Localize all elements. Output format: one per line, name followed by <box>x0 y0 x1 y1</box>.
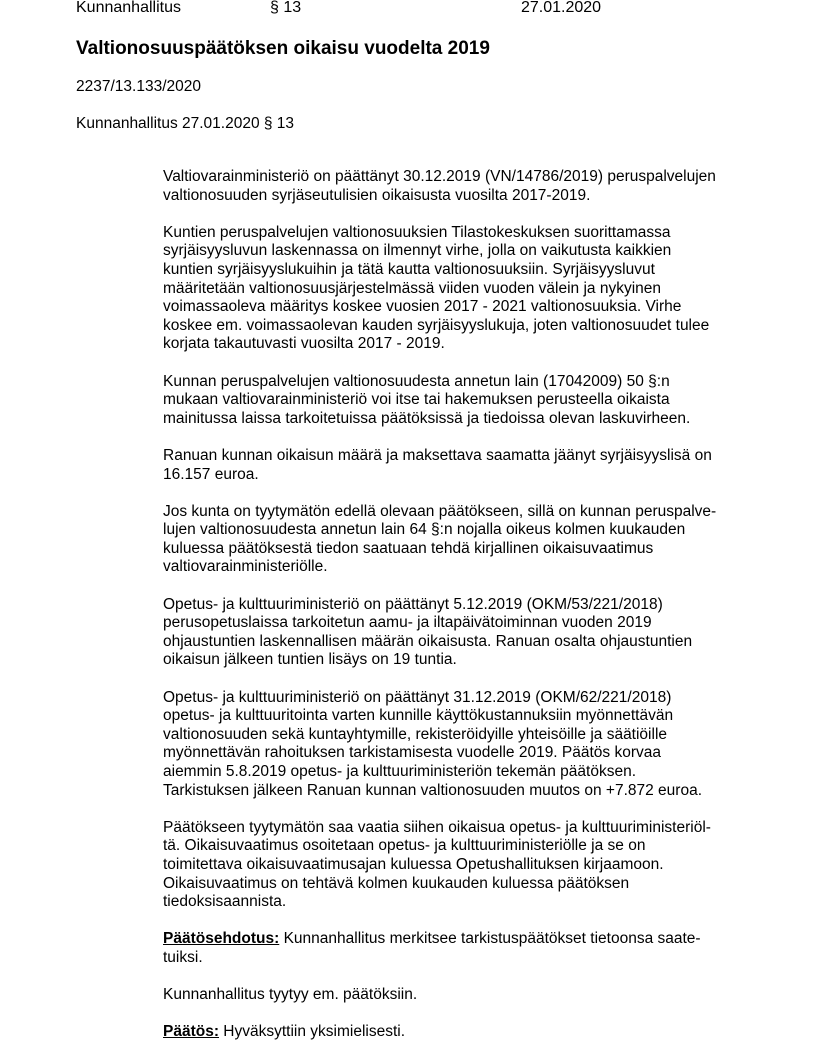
body-paragraph <box>163 373 753 429</box>
body-paragraph <box>163 168 753 205</box>
paragraph-line: Jos kunta on tyytymätön edellä olevaan päätökseen, sillä on kunnan peruspalve- <box>163 502 717 520</box>
paragraph-line: valtionosuuden sekä kuntayhtymille, rekisteröidyille yhteisöille ja säätiöille <box>163 725 668 743</box>
paragraph-line: toimitettava oikaisuvaatimusajan kuluessa Opetushallituksen kirjaamoon. <box>163 855 664 873</box>
proposal-text-line: Kunnanhallitus merkitsee tarkistuspäätökset tietoonsa saate- <box>279 930 701 948</box>
proposal-paragraph <box>163 930 753 967</box>
decision-text: Hyväksyttiin yksimielisesti. <box>219 1023 406 1041</box>
body-paragraph <box>163 689 753 801</box>
paragraph-line: aiemmin 5.8.2019 opetus- ja kulttuuriministeriön tekemän päätöksen. <box>163 763 637 780</box>
paragraph-line: valtionosuuden syrjäseutulisien oikaisusta vuosilta 2017-2019. <box>163 186 591 204</box>
reference-number: 2237/13.133/2020 <box>76 78 201 95</box>
paragraph-line: Opetus- ja kulttuuriministeriö on päättänyt 5.12.2019 (OKM/53/221/2018) <box>163 595 663 613</box>
body-paragraph <box>163 447 753 484</box>
paragraph-line: 16.157 euroa. <box>163 465 259 483</box>
body-paragraph <box>163 503 753 577</box>
decision-label: Päätös: <box>163 1023 219 1041</box>
paragraph-line: perusopetuslaissa tarkoitetun aamu- ja iltapäivätoiminnan vuoden 2019 <box>163 614 652 632</box>
paragraph-line: opetus- ja kulttuuritointa varten kunnille käyttökustannuksiin myönnettävän <box>163 707 674 725</box>
paragraph-line: voimassaoleva määritys koskee vuosien 2017 - 2021 valtionosuuksia. Virhe <box>163 298 682 316</box>
paragraph-line: Kuntien peruspalvelujen valtionosuuksien Tilastokeskuksen suorittamassa <box>163 223 671 241</box>
header-date: 27.01.2020 <box>521 0 602 16</box>
paragraph-line: mukaan valtiovarainministeriö voi itse tai hakemuksen perusteella oikaista <box>163 391 670 409</box>
paragraph-line: Ranuan kunnan oikaisun määrä ja maksettava saamatta jäänyt syrjäisyyslisä on <box>163 446 712 464</box>
body-paragraph <box>163 819 753 912</box>
paragraph-line: määritetään valtionosuusjärjestelmässä viiden vuoden välein ja nykyinen <box>163 279 662 297</box>
document-title: Valtionosuuspäätöksen oikaisu vuodelta 2019 <box>76 38 490 59</box>
paragraph-line: mainitussa laissa tarkoitetuissa päätöksissä ja tiedoissa olevan laskuvirheen. <box>163 409 691 427</box>
paragraph-line: oikaisun jälkeen tuntien lisäys on 19 tuntia. <box>163 651 457 669</box>
document-body <box>163 168 753 1061</box>
paragraph-line: ohjaustuntien laskennallisen määrän oikaisusta. Ranuan osalta ohjaustuntien <box>163 632 693 650</box>
header-body: Kunnanhallitus <box>76 0 181 16</box>
note-text: Kunnanhallitus tyytyy em. päätöksiin. <box>163 986 418 1004</box>
paragraph-line: tiedoksisaannista. <box>163 893 287 911</box>
proposal-label: Päätösehdotus: <box>163 930 280 948</box>
paragraph-line: kuntien syrjäisyyslukuihin ja tätä kautta valtionosuuksiin. Syrjäisyysluvut <box>163 260 655 278</box>
paragraph-line: myönnettävän rahoituksen tarkistamisesta vuodelle 2019. Päätös korvaa <box>163 744 662 762</box>
paragraph-line: kuluessa päätöksestä tiedon saatuaan tehdä kirjallinen oikaisuvaatimus <box>163 539 654 557</box>
body-paragraph <box>163 224 753 354</box>
paragraph-line: korjata takautuvasti vuosilta 2017 - 2019. <box>163 335 445 353</box>
meeting-reference: Kunnanhallitus 27.01.2020 § 13 <box>76 115 295 132</box>
paragraph-line: Tarkistuksen jälkeen Ranuan kunnan valtionosuuden muutos on +7.872 euroa. <box>163 781 702 799</box>
header-section: § 13 <box>270 0 302 16</box>
body-paragraph <box>163 596 753 670</box>
paragraphs <box>163 168 753 912</box>
paragraph-line: Valtiovarainministeriö on päättänyt 30.12.2019 (VN/14786/2019) peruspalvelujen <box>163 168 716 185</box>
proposal-text-line: tuiksi. <box>163 948 203 966</box>
paragraph-line: koskee em. voimassaolevan kauden syrjäisyyslukuja, joten valtionosuudet tulee <box>163 316 710 334</box>
paragraph-line: Opetus- ja kulttuuriministeriö on päättänyt 31.12.2019 (OKM/62/221/2018) <box>163 688 672 706</box>
note-paragraph <box>163 986 753 1005</box>
paragraph-line: valtiovarainministeriölle. <box>163 558 328 576</box>
paragraph-line: Oikaisuvaatimus on tehtävä kolmen kuukauden kuluessa päätöksen <box>163 874 630 892</box>
paragraph-line: syrjäisyysluvun laskennassa on ilmennyt virhe, jolla on vaikutusta kaikkien <box>163 242 672 260</box>
paragraph-line: lujen valtionosuudesta annetun lain 64 §:n nojalla oikeus kolmen kuukauden <box>163 521 686 539</box>
decision-paragraph <box>163 1023 753 1042</box>
paragraph-line: Päätökseen tyytymätön saa vaatia siihen oikaisua opetus- ja kulttuuriministeriöl- <box>163 818 711 836</box>
paragraph-line: tä. Oikaisuvaatimus osoitetaan opetus- ja kulttuuriministeriölle ja se on <box>163 837 646 855</box>
paragraph-line: Kunnan peruspalvelujen valtionosuudesta annetun lain (17042009) 50 §:n <box>163 372 670 390</box>
